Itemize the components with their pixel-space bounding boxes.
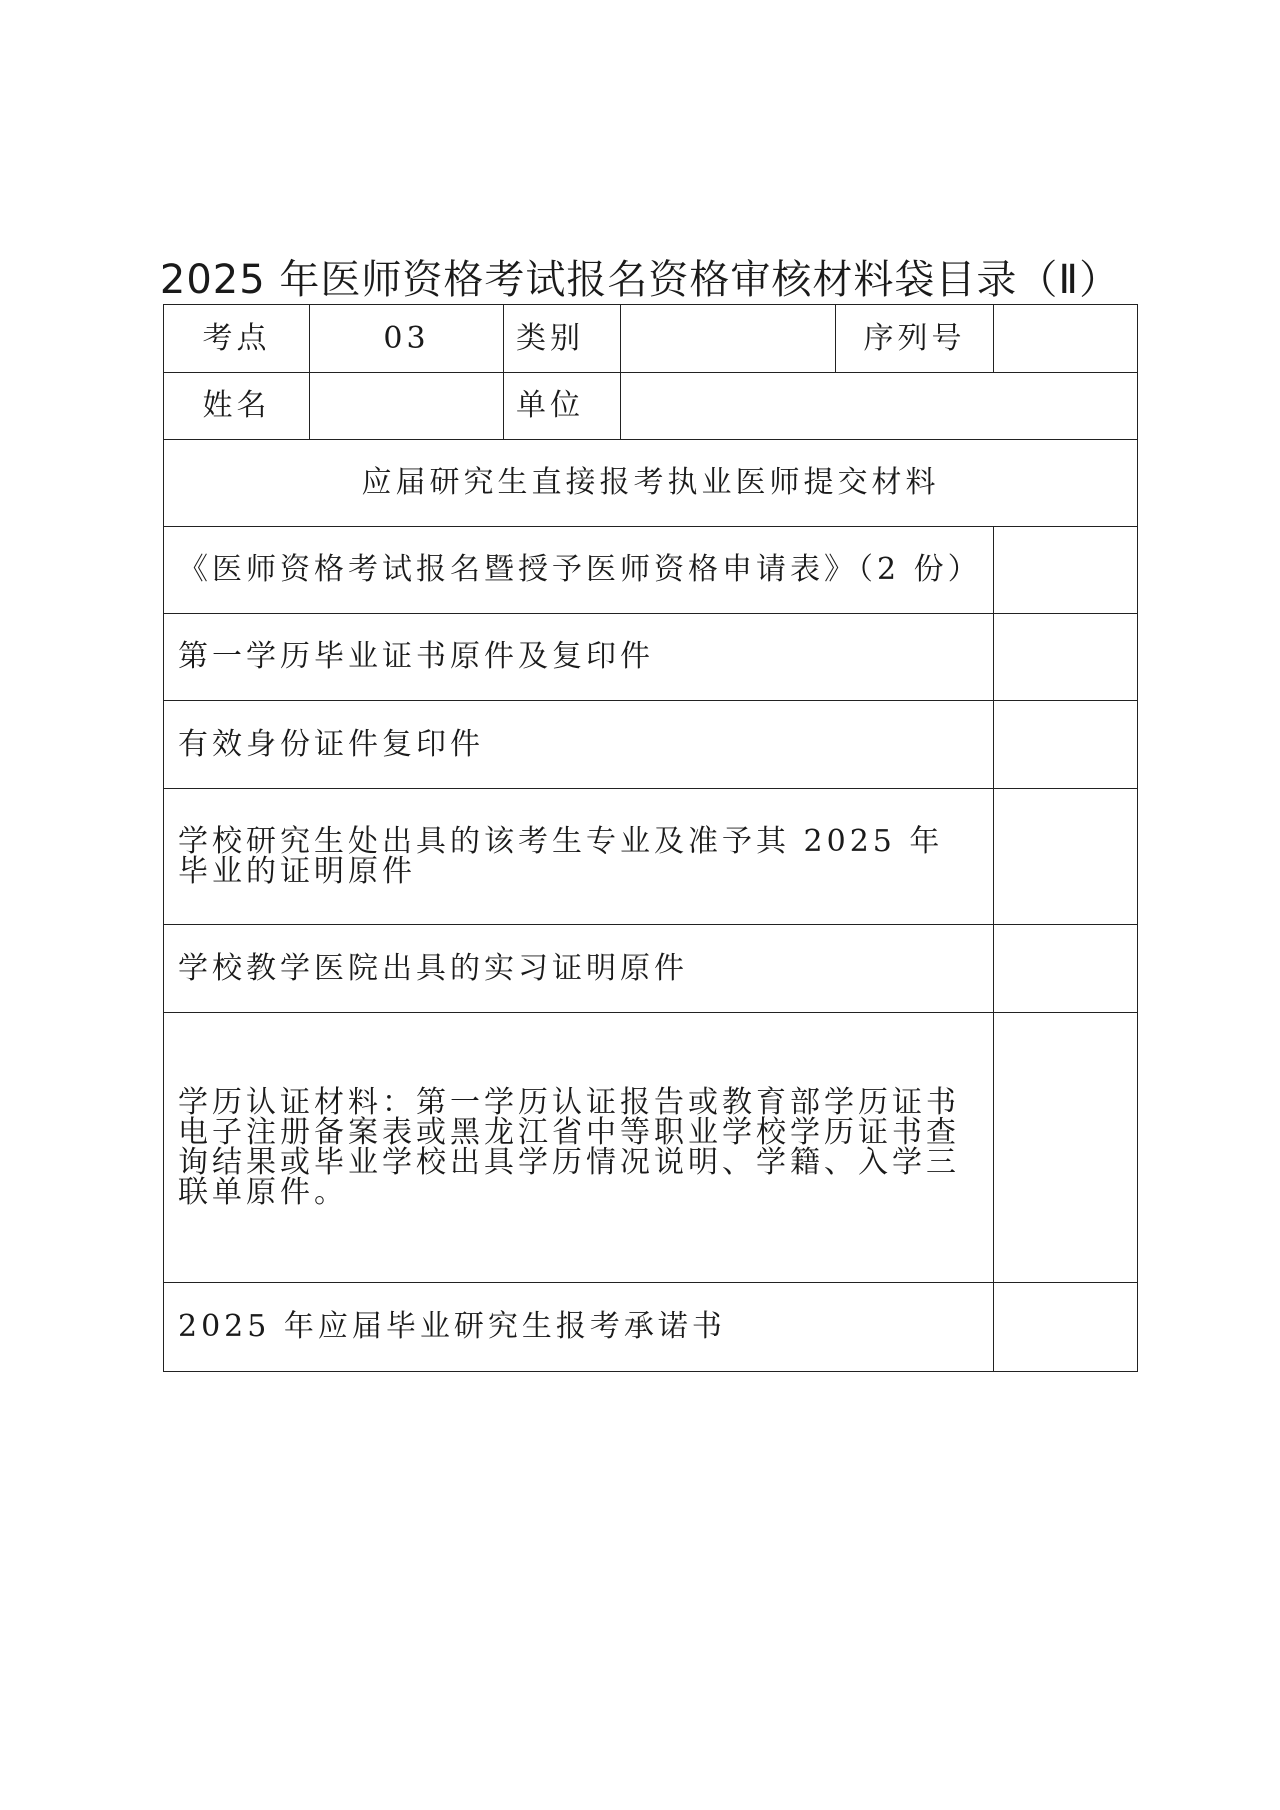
checklist-row: [164, 527, 1138, 614]
checklist-item-check[interactable]: [994, 789, 1138, 925]
document-title: 2025 年医师资格考试报名资格审核材料袋目录（Ⅱ）: [159, 257, 1121, 303]
checklist-item-check[interactable]: [994, 1013, 1138, 1283]
checklist-item-text: 《医师资格考试报名暨授予医师资格申请表》（2 份）: [164, 527, 994, 614]
checklist-item-check[interactable]: [994, 925, 1138, 1013]
checklist-item-text: 有效身份证件复印件: [164, 701, 994, 789]
section-title-row: [164, 440, 1138, 527]
checklist-item-text: 学历认证材料：第一学历认证报告或教育部学历证书电子注册备案表或黑龙江省中等职业学校学历证书查询结果或毕业学校出具学历情况说明、学籍、入学三联单原件。: [164, 1013, 994, 1283]
exam-site-label: 考点: [164, 305, 310, 373]
exam-site-value: 03: [310, 305, 504, 373]
category-value[interactable]: [621, 305, 836, 373]
checklist-row: [164, 1013, 1138, 1283]
serial-number-value[interactable]: [994, 305, 1138, 373]
header-row-1: [164, 305, 1138, 373]
unit-label: 单位: [504, 373, 621, 440]
checklist-row: [164, 925, 1138, 1013]
unit-value[interactable]: [621, 373, 1138, 440]
category-label: 类别: [504, 305, 621, 373]
checklist-item-check[interactable]: [994, 614, 1138, 701]
checklist-row: [164, 789, 1138, 925]
checklist-item-text: 第一学历毕业证书原件及复印件: [164, 614, 994, 701]
checklist-item-check[interactable]: [994, 1283, 1138, 1372]
checklist-item-check[interactable]: [994, 701, 1138, 789]
checklist-row: [164, 701, 1138, 789]
materials-checklist-table: [163, 304, 1138, 1372]
checklist-item-text: 学校研究生处出具的该考生专业及准予其 2025 年毕业的证明原件: [164, 789, 994, 925]
header-row-2: [164, 373, 1138, 440]
checklist-item-text: 2025 年应届毕业研究生报考承诺书: [164, 1283, 994, 1372]
serial-number-label: 序列号: [836, 305, 994, 373]
checklist-row: [164, 1283, 1138, 1372]
checklist-row: [164, 614, 1138, 701]
checklist-item-text: 学校教学医院出具的实习证明原件: [164, 925, 994, 1013]
checklist-item-check[interactable]: [994, 527, 1138, 614]
name-value[interactable]: [310, 373, 504, 440]
section-title: 应届研究生直接报考执业医师提交材料: [164, 440, 1138, 527]
name-label: 姓名: [164, 373, 310, 440]
